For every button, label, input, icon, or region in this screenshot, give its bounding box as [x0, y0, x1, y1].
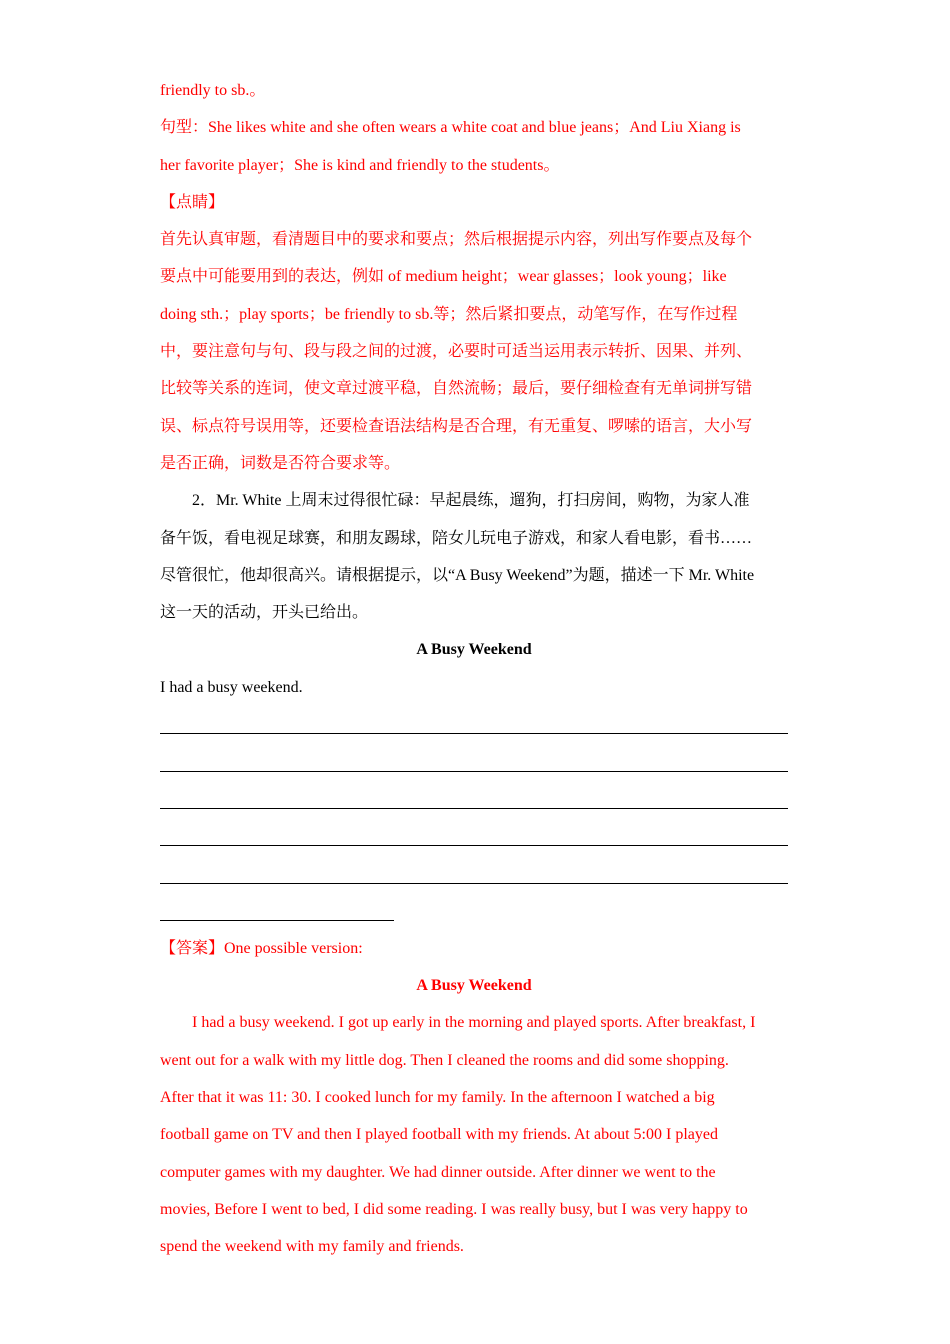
question-line: 2．Mr. White 上周末过得很忙碌：早起晨练，遛狗，打扫房间，购物，为家人准	[192, 492, 750, 510]
answer-line: spend the weekend with my family and friends.	[160, 1238, 464, 1256]
dianjing-line: 首先认真审题，看清题目中的要求和要点；然后根据提示内容，列出写作要点及每个	[160, 231, 753, 249]
writing-line	[160, 743, 788, 780]
dianjing-line: 中，要注意句与句、段与段之间的过渡，必要时可适当运用表示转折、因果、并列、	[160, 343, 753, 361]
writing-line	[160, 818, 788, 855]
answer-line: football game on TV and then I played football with my friends. At about 5:00 I played	[160, 1126, 718, 1144]
analysis-line: her favorite player；She is kind and friendly to the students。	[160, 156, 560, 174]
dianjing-line: 要点中可能要用到的表达，例如 of medium height；wear glasses；look young；like	[160, 268, 727, 286]
analysis-line: friendly to sb.。	[160, 82, 266, 99]
answer-line: I had a busy weekend. I got up early in the morning and played sports. After breakfast, I	[192, 1014, 756, 1032]
answer-title: A Busy Weekend	[416, 977, 532, 995]
answer-line: movies, Before I went to bed, I did some reading. I was really busy, but I was very happy to	[160, 1200, 748, 1218]
analysis-sentence-patterns: 句型：She likes white and she often wears a white coat and blue jeans；And Liu Xiang is	[160, 119, 741, 137]
writing-line-short	[160, 893, 788, 930]
question-line: 尽管很忙，他却很高兴。请根据提示，以“A Busy Weekend”为题，描述一下 Mr. White	[160, 566, 755, 584]
answer-line: computer games with my daughter. We had dinner outside. After dinner we went to the	[160, 1163, 716, 1181]
writing-line	[160, 781, 788, 818]
answer-line: After that it was 11: 30. I cooked lunch for my family. In the afternoon I watched a big	[160, 1089, 715, 1107]
dianjing-line: doing sth.；play sports；be friendly to sb.等；然后紧扣要点，动笔写作，在写作过程	[160, 305, 738, 323]
writing-line	[160, 855, 788, 892]
answer-line: went out for a walk with my little dog. Then I cleaned the rooms and did some shopping.	[160, 1051, 729, 1069]
question-line: 备午饭，看电视足球赛，和朋友踢球，陪女儿玩电子游戏，和家人看电影，看书……	[160, 529, 753, 547]
document-body	[160, 72, 788, 1266]
dianjing-heading: 【点睛】	[160, 193, 225, 211]
writing-line	[160, 706, 788, 743]
question-title: A Busy Weekend	[416, 641, 532, 659]
dianjing-line: 误、标点符号误用等，还要检查语法结构是否合理，有无重复、啰嗦的语言，大小写	[160, 417, 753, 435]
dianjing-line: 是否正确，词数是否符合要求等。	[160, 454, 401, 472]
question-opening: I had a busy weekend.	[160, 678, 303, 696]
dianjing-line: 比较等关系的连词，使文章过渡平稳，自然流畅；最后，要仔细检查有无单词拼写错	[160, 380, 753, 398]
question-line: 这一天的活动，开头已给出。	[160, 604, 369, 622]
answer-label: 【答案】One possible version:	[160, 939, 363, 957]
